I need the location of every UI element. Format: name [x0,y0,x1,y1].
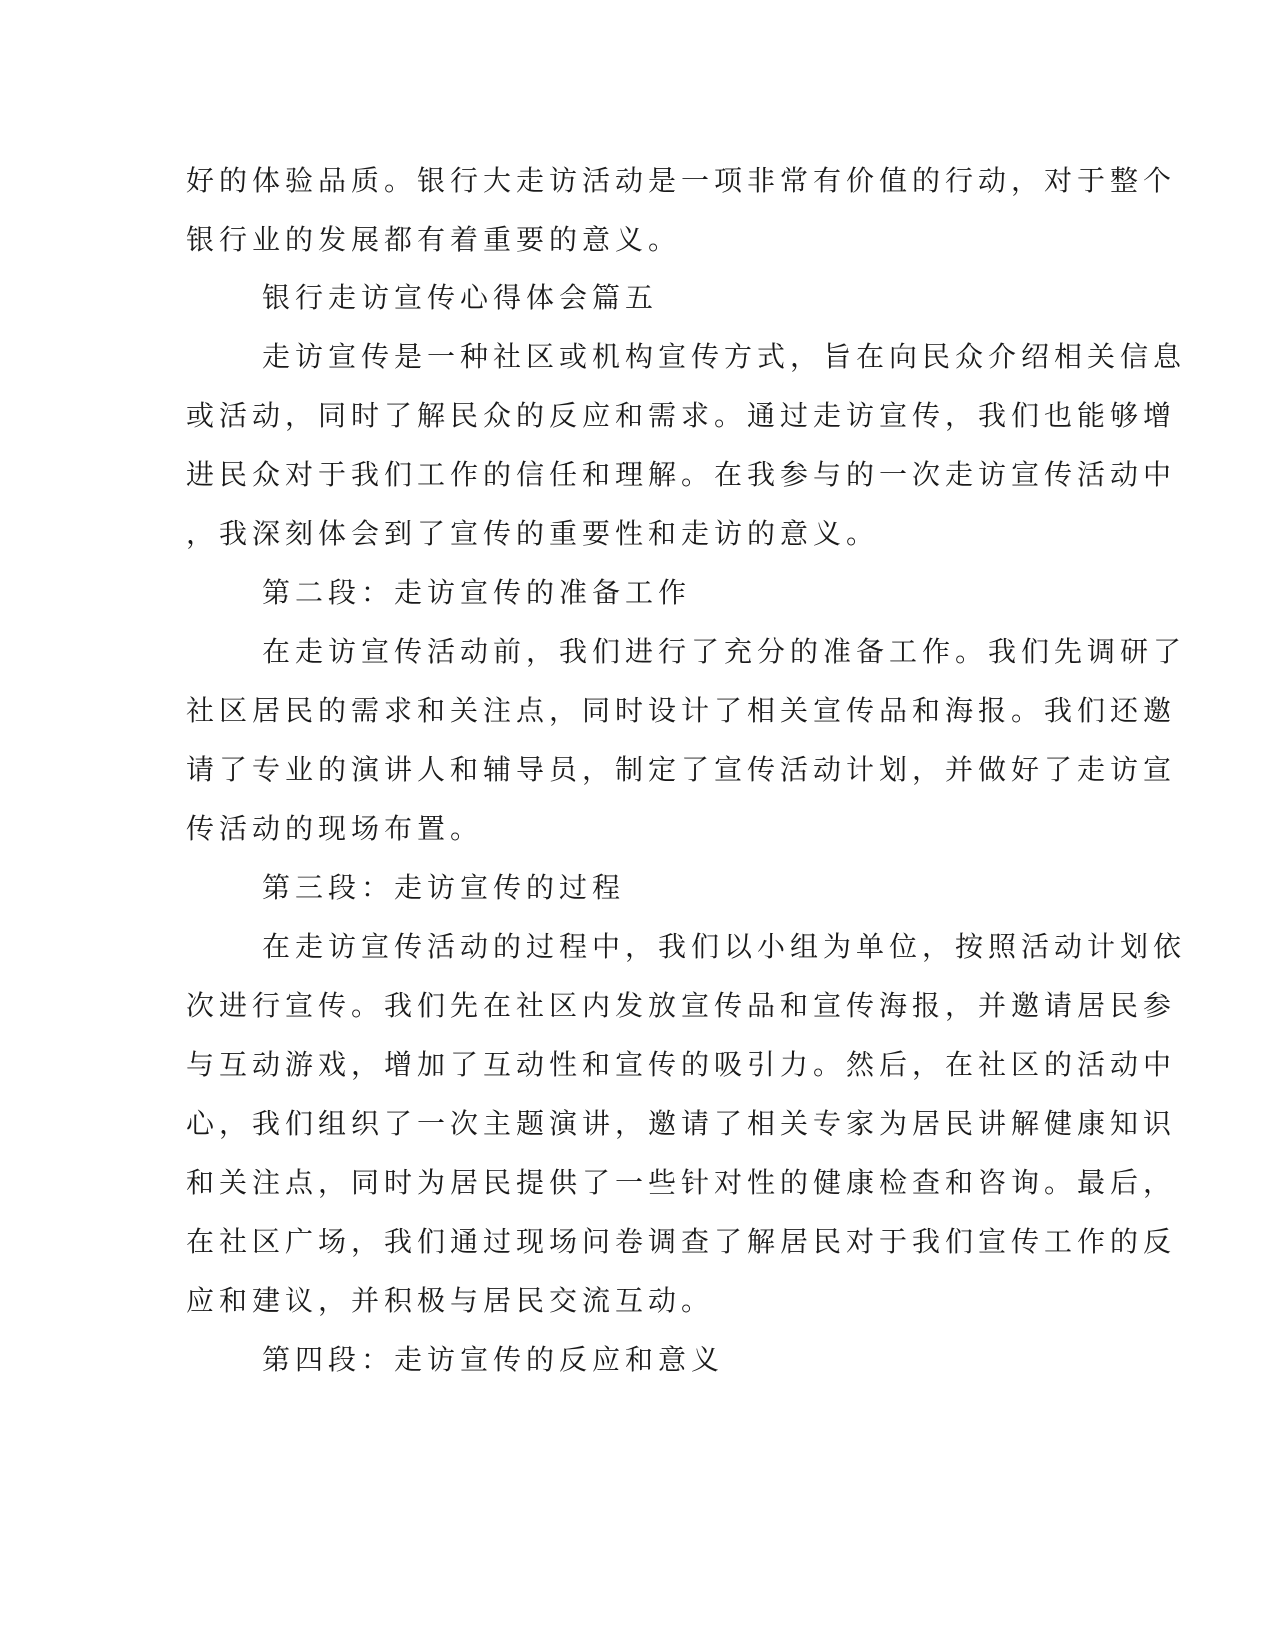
section-heading: 银行走访宣传心得体会篇五 [262,281,659,314]
text-line: 好的体验品质。银行大走访活动是一项非常有价值的行动，对于整个 [186,164,1177,197]
text-line: 在走访宣传活动的过程中，我们以小组为单位，按照活动计划依 [262,930,1187,963]
text-line: 应和建议，并积极与居民交流互动。 [186,1284,715,1317]
text-line: 和关注点，同时为居民提供了一些针对性的健康检查和咨询。最后， [186,1166,1177,1199]
text-line: 社区居民的需求和关注点，同时设计了相关宣传品和海报。我们还邀 [186,694,1177,727]
section-heading: 第四段：走访宣传的反应和意义 [262,1343,725,1376]
text-line: 心，我们组织了一次主题演讲，邀请了相关专家为居民讲解健康知识 [186,1107,1177,1140]
text-line: 请了专业的演讲人和辅导员，制定了宣传活动计划，并做好了走访宣 [186,753,1177,786]
text-line: 在走访宣传活动前，我们进行了充分的准备工作。我们先调研了 [262,635,1187,668]
text-line: 与互动游戏，增加了互动性和宣传的吸引力。然后，在社区的活动中 [186,1048,1177,1081]
text-line: 进民众对于我们工作的信任和理解。在我参与的一次走访宣传活动中 [186,458,1177,491]
section-heading: 第二段：走访宣传的准备工作 [262,576,692,609]
text-line: 银行业的发展都有着重要的意义。 [186,223,682,256]
text-line: 传活动的现场布置。 [186,812,484,845]
text-line: 次进行宣传。我们先在社区内发放宣传品和宣传海报，并邀请居民参 [186,989,1177,1022]
section-heading: 第三段：走访宣传的过程 [262,871,626,904]
text-line: 走访宣传是一种社区或机构宣传方式，旨在向民众介绍相关信息 [262,340,1187,373]
text-line: ，我深刻体会到了宣传的重要性和走访的意义。 [186,517,880,550]
text-line: 或活动，同时了解民众的反应和需求。通过走访宣传，我们也能够增 [186,399,1177,432]
text-line: 在社区广场，我们通过现场问卷调查了解居民对于我们宣传工作的反 [186,1225,1177,1258]
